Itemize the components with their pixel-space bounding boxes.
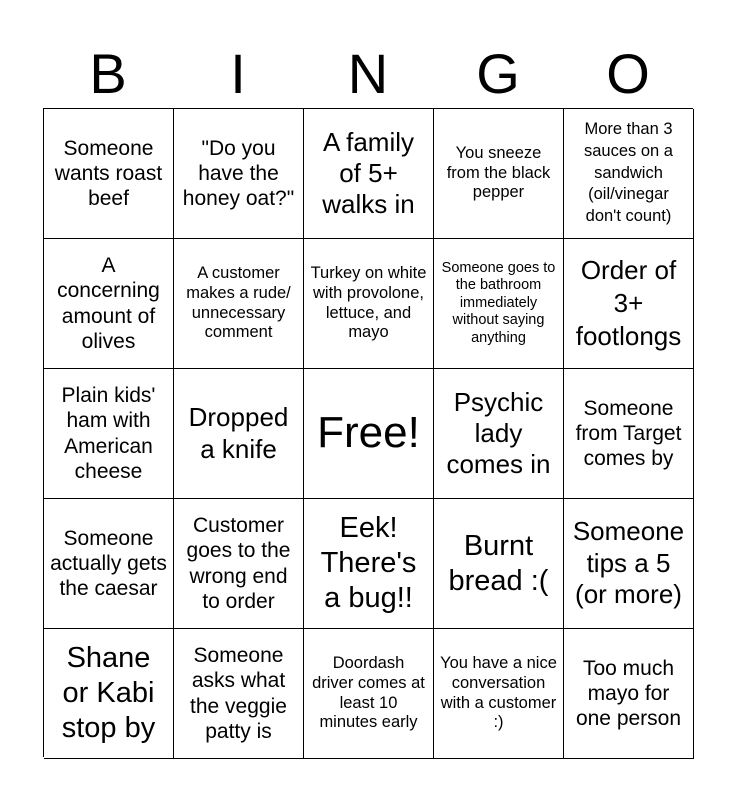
bingo-cell-o2[interactable] <box>564 239 694 369</box>
bingo-cell-text: Turkey on white with provolone, lettuce, and mayo <box>310 263 427 342</box>
bingo-cell-text: "Do you have the honey oat?" <box>182 136 295 211</box>
bingo-cell-o3[interactable] <box>564 369 694 499</box>
bingo-cell-text: You sneeze from the black pepper <box>446 143 551 202</box>
bingo-cell-text: Someone from Target comes by <box>575 396 682 471</box>
bingo-cell-b3[interactable] <box>44 369 174 499</box>
free-space-label: Free! <box>317 408 420 458</box>
bingo-cell-text: Eek! There's a bug!! <box>320 512 417 614</box>
bingo-cell-text: Someone goes to the bathroom immediately without saying anything <box>441 260 556 346</box>
bingo-cell-i3[interactable] <box>174 369 304 499</box>
bingo-cell-text: A customer makes a rude/ unnecessary comment <box>186 263 291 342</box>
bingo-cell-n4[interactable] <box>304 499 434 629</box>
header-letter-i: I <box>230 42 246 105</box>
bingo-cell-g3[interactable] <box>434 369 564 499</box>
bingo-cell-g4[interactable] <box>434 499 564 629</box>
header-letter-g: G <box>476 42 520 105</box>
bingo-cell-o4[interactable] <box>564 499 694 629</box>
bingo-cell-i1[interactable] <box>174 109 304 239</box>
header-letter-n: N <box>347 42 389 105</box>
bingo-cell-text: Someone asks what the veggie patty is <box>190 644 287 743</box>
bingo-cell-n1[interactable] <box>304 109 434 239</box>
bingo-cell-i2[interactable] <box>174 239 304 369</box>
bingo-cell-text: You have a nice conversation with a customer :) <box>440 653 557 732</box>
bingo-cell-b2[interactable] <box>44 239 174 369</box>
bingo-cell-n3-free[interactable] <box>304 369 434 499</box>
bingo-cell-n2[interactable] <box>304 239 434 369</box>
bingo-cell-text: More than 3 sauces on a sandwich (oil/vinegar don't count) <box>584 120 673 226</box>
bingo-cell-text: A concerning amount of olives <box>57 254 160 353</box>
bingo-cell-text: Burnt bread :( <box>448 529 549 597</box>
bingo-cell-text: Someone tips a 5 (or more) <box>572 515 685 610</box>
bingo-cell-text: Too much mayo for one person <box>575 656 682 731</box>
bingo-cell-text: Shane or Kabi stop by <box>61 642 156 744</box>
bingo-cell-g2[interactable] <box>434 239 564 369</box>
bingo-cell-text: Plain kids' ham with American cheese <box>61 384 156 483</box>
bingo-cell-text: Doordash driver comes at least 10 minutes early <box>312 653 425 732</box>
bingo-cell-b1[interactable] <box>44 109 174 239</box>
header-letter-b: B <box>89 42 127 105</box>
bingo-cell-i4[interactable] <box>174 499 304 629</box>
bingo-cell-text: Order of 3+ footlongs <box>575 254 682 352</box>
bingo-cell-b5[interactable] <box>44 629 174 759</box>
bingo-header <box>43 40 693 108</box>
bingo-card-grid <box>43 108 693 757</box>
bingo-cell-text: A family of 5+ walks in <box>322 126 415 220</box>
bingo-cell-i5[interactable] <box>174 629 304 759</box>
bingo-cell-text: Someone actually gets the caesar <box>50 526 167 601</box>
bingo-cell-text: Psychic lady comes in <box>446 386 551 480</box>
bingo-cell-o5[interactable] <box>564 629 694 759</box>
header-letter-o: O <box>606 42 650 105</box>
bingo-cell-text: Someone wants roast beef <box>54 136 163 211</box>
bingo-cell-text: Dropped a knife <box>188 402 289 464</box>
bingo-cell-g5[interactable] <box>434 629 564 759</box>
bingo-cell-text: Customer goes to the wrong end to order <box>186 514 291 613</box>
bingo-cell-n5[interactable] <box>304 629 434 759</box>
bingo-cell-o1[interactable] <box>564 109 694 239</box>
bingo-cell-g1[interactable] <box>434 109 564 239</box>
bingo-cell-b4[interactable] <box>44 499 174 629</box>
